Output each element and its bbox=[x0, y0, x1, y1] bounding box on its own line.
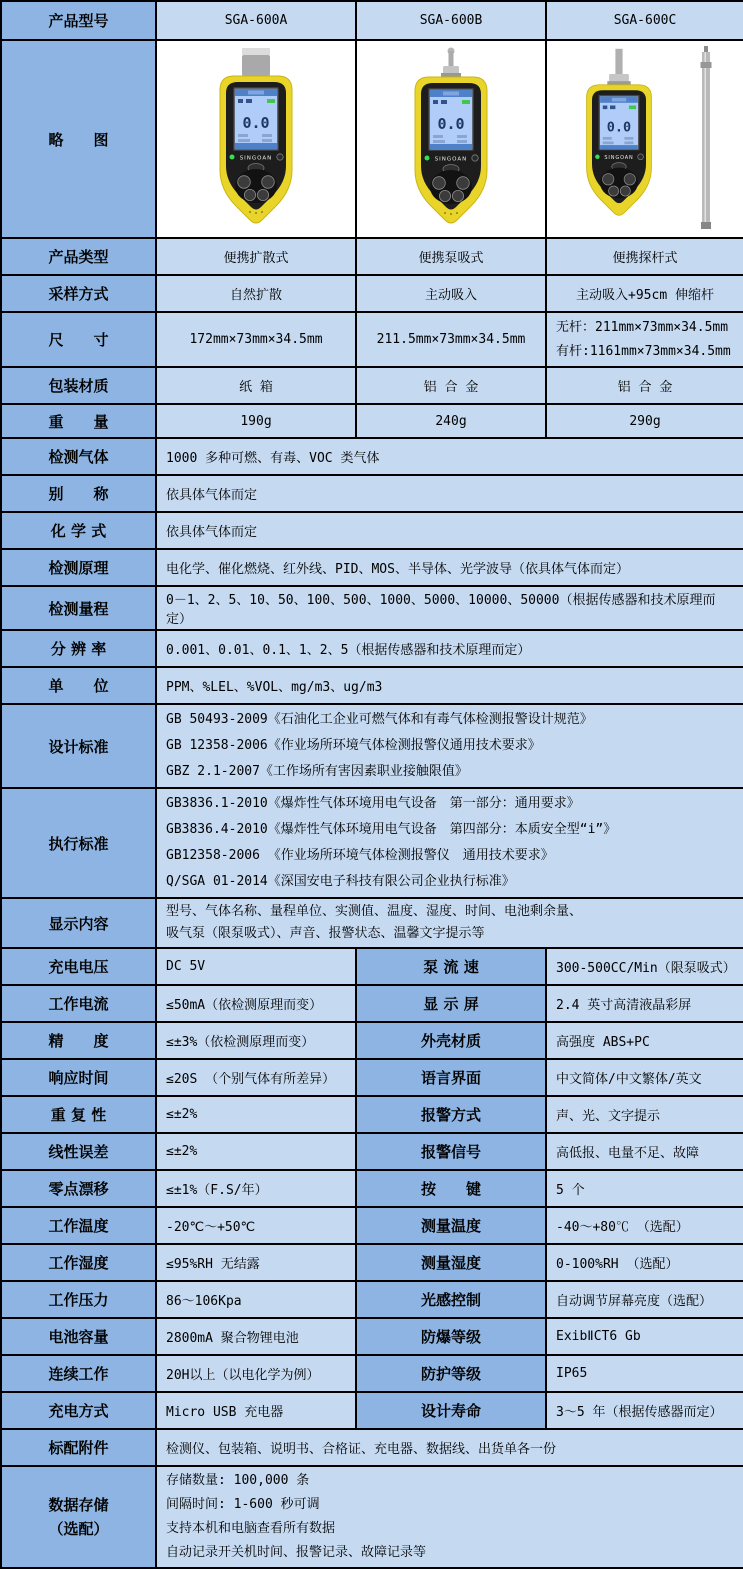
label-pump-flow-rate: 泵 流 速 bbox=[356, 948, 546, 985]
device-illustration-sga-600c bbox=[565, 46, 725, 232]
value-protection-rating: IP65 bbox=[546, 1355, 743, 1392]
value-detection-gas: 1000 多种可燃、有毒、VOC 类气体 bbox=[156, 438, 743, 475]
label-repeatability: 重 复 性 bbox=[1, 1096, 156, 1133]
value-alarm-mode: 声、光、文字提示 bbox=[546, 1096, 743, 1133]
table-row bbox=[1, 1133, 743, 1170]
value-unit: PPM、%LEL、%VOL、mg/m3、ug/m3 bbox=[156, 667, 743, 704]
label-battery-capacity: 电池容量 bbox=[1, 1318, 156, 1355]
power-led bbox=[595, 155, 600, 160]
value-continuous-working: 20H以上（以电化学为例） bbox=[156, 1355, 356, 1392]
value-battery-capacity: 2800mA 聚合物锂电池 bbox=[156, 1318, 356, 1355]
dimensions-c-with-rod: 有杆:1161mm×73mm×34.5mm bbox=[556, 343, 731, 359]
label-light-sensing-control: 光感控制 bbox=[356, 1281, 546, 1318]
value-weight-a: 190g bbox=[156, 404, 356, 438]
table-row bbox=[1, 312, 743, 367]
device-screen bbox=[599, 96, 639, 150]
value-data-storage bbox=[156, 1466, 743, 1568]
value-working-humidity: ≤95%RH 无结露 bbox=[156, 1244, 356, 1281]
label-chemical-formula: 化 学 式 bbox=[1, 512, 156, 549]
value-executive-standard bbox=[156, 788, 743, 898]
value-packaging-a: 纸 箱 bbox=[156, 367, 356, 404]
table-row bbox=[1, 1392, 743, 1429]
label-detection-principle: 检测原理 bbox=[1, 549, 156, 586]
table-row bbox=[1, 1096, 743, 1133]
label-design-life: 设计寿命 bbox=[356, 1392, 546, 1429]
label-alias: 别 称 bbox=[1, 475, 156, 512]
device-screen bbox=[429, 89, 473, 150]
device-screen-value: 0.0 bbox=[437, 115, 465, 133]
label-working-pressure: 工作压力 bbox=[1, 1281, 156, 1318]
device-illustration-sga-600b bbox=[391, 46, 511, 232]
label-zero-drift: 零点漂移 bbox=[1, 1170, 156, 1207]
table-row bbox=[1, 1170, 743, 1207]
executive-standard-line: Q/SGA 01-2014《深国安电子科技有限公司企业执行标准》 bbox=[166, 874, 515, 889]
value-explosion-proof-rating: ExibⅡCT6 Gb bbox=[546, 1318, 743, 1355]
label-design-standard: 设计标准 bbox=[1, 704, 156, 788]
device-brand-label: SINGOAN bbox=[239, 155, 273, 162]
label-dimensions: 尺 寸 bbox=[1, 312, 156, 367]
header-product-model-label: 产品型号 bbox=[1, 1, 156, 40]
label-charging-voltage: 充电电压 bbox=[1, 948, 156, 985]
value-design-life: 3～5 年（根据传感器而定） bbox=[546, 1392, 743, 1429]
battery-icon bbox=[629, 106, 636, 110]
executive-standard-line: GB3836.4-2010《爆炸性气体环境用电气设备 第四部分：本质安全型“i”》 bbox=[166, 822, 617, 837]
value-alias: 依具体气体而定 bbox=[156, 475, 743, 512]
value-display-content bbox=[156, 898, 743, 948]
value-shell-material: 高强度 ABS+PC bbox=[546, 1022, 743, 1059]
label-accuracy: 精 度 bbox=[1, 1022, 156, 1059]
value-product-type-b: 便携泵吸式 bbox=[356, 238, 546, 275]
device-photo-sga-600c bbox=[546, 40, 743, 238]
executive-standard-line: GB12358-2006 《作业场所环境气体检测报警仪 通用技术要求》 bbox=[166, 848, 554, 863]
label-working-current: 工作电流 bbox=[1, 985, 156, 1022]
label-shell-material: 外壳材质 bbox=[356, 1022, 546, 1059]
value-light-sensing-control: 自动调节屏幕亮度（选配） bbox=[546, 1281, 743, 1318]
value-working-temperature: -20℃～+50℃ bbox=[156, 1207, 356, 1244]
label-continuous-working: 连续工作 bbox=[1, 1355, 156, 1392]
label-alarm-signal: 报警信号 bbox=[356, 1133, 546, 1170]
data-storage-line: 间隔时间: 1-600 秒可调 bbox=[166, 1497, 320, 1512]
value-packaging-b: 铝 合 金 bbox=[356, 367, 546, 404]
table-row bbox=[1, 1429, 743, 1466]
device-keypad bbox=[235, 169, 277, 203]
label-display-content: 显示内容 bbox=[1, 898, 156, 948]
device-photo-sga-600b bbox=[356, 40, 546, 238]
battery-icon bbox=[267, 99, 275, 103]
label-accessories: 标配附件 bbox=[1, 1429, 156, 1466]
label-linearity-error: 线性误差 bbox=[1, 1133, 156, 1170]
data-storage-label-line1: 数据存储 bbox=[48, 1496, 109, 1514]
table-row bbox=[1, 367, 743, 404]
display-content-line: 型号、气体名称、量程单位、实测值、温度、湿度、时间、电池剩余量、 bbox=[166, 904, 583, 919]
power-led bbox=[230, 155, 235, 160]
value-accuracy: ≤±3%（依检测原理而变） bbox=[156, 1022, 356, 1059]
table-row bbox=[1, 667, 743, 704]
value-pump-flow-rate: 300-500CC/Min（限泵吸式） bbox=[546, 948, 743, 985]
value-product-type-c: 便携探杆式 bbox=[546, 238, 743, 275]
label-unit: 单 位 bbox=[1, 667, 156, 704]
design-standard-line: GB 50493-2009《石油化工企业可燃气体和有毒气体检测报警设计规范》 bbox=[166, 712, 593, 727]
value-sampling-b: 主动吸入 bbox=[356, 275, 546, 312]
data-storage-label-line2: （选配） bbox=[48, 1520, 109, 1538]
device-keypad bbox=[600, 168, 638, 199]
model-name-sga-600c: SGA-600C bbox=[546, 1, 743, 40]
label-protection-rating: 防护等级 bbox=[356, 1355, 546, 1392]
executive-standard-line: GB3836.1-2010《爆炸性气体环境用电气设备 第一部分：通用要求》 bbox=[166, 796, 580, 811]
table-row bbox=[1, 275, 743, 312]
label-sampling-method: 采样方式 bbox=[1, 275, 156, 312]
value-detection-range: 0－1、2、5、10、50、100、500、1000、5000、10000、50000（根据传感器和技术原理而定） bbox=[156, 586, 743, 630]
data-storage-line: 支持本机和电脑查看所有数据 bbox=[166, 1521, 336, 1536]
label-explosion-proof-rating: 防爆等级 bbox=[356, 1318, 546, 1355]
dimensions-c-without-rod: 无杆：211mm×73mm×34.5mm bbox=[556, 319, 729, 335]
label-resolution: 分 辨 率 bbox=[1, 630, 156, 667]
value-repeatability: ≤±2% bbox=[156, 1096, 356, 1133]
design-standard-line: GB 12358-2006《作业场所环境气体检测报警仪通用技术要求》 bbox=[166, 738, 541, 753]
table-row bbox=[1, 1355, 743, 1392]
table-row bbox=[1, 475, 743, 512]
display-content-line: 吸气泵（限泵吸式）、声音、报警状态、温馨文字提示等 bbox=[166, 926, 485, 941]
value-charging-method: Micro USB 充电器 bbox=[156, 1392, 356, 1429]
table-row bbox=[1, 630, 743, 667]
value-detection-principle: 电化学、催化燃烧、红外线、PID、MOS、半导体、光学波导（依具体气体而定） bbox=[156, 549, 743, 586]
table-row bbox=[1, 1022, 743, 1059]
table-row bbox=[1, 948, 743, 985]
table-row bbox=[1, 1318, 743, 1355]
value-dimensions-c bbox=[546, 312, 743, 367]
table-row bbox=[1, 238, 743, 275]
label-buttons: 按 键 bbox=[356, 1170, 546, 1207]
data-storage-line: 存储数量: 100,000 条 bbox=[166, 1473, 310, 1488]
table-row bbox=[1, 1244, 743, 1281]
device-brand-label: SINGOAN bbox=[434, 156, 468, 163]
table-row bbox=[1, 586, 743, 630]
value-linearity-error: ≤±2% bbox=[156, 1133, 356, 1170]
value-response-time: ≤20S （个别气体有所差异） bbox=[156, 1059, 356, 1096]
value-dimensions-b: 211.5mm×73mm×34.5mm bbox=[356, 312, 546, 367]
value-weight-c: 290g bbox=[546, 404, 743, 438]
table-row bbox=[1, 512, 743, 549]
device-screen bbox=[234, 88, 278, 150]
value-sampling-c: 主动吸入+95cm 伸缩杆 bbox=[546, 275, 743, 312]
label-alarm-mode: 报警方式 bbox=[356, 1096, 546, 1133]
model-name-sga-600b: SGA-600B bbox=[356, 1, 546, 40]
value-display-screen: 2.4 英寸高清液晶彩屏 bbox=[546, 985, 743, 1022]
label-data-storage bbox=[1, 1466, 156, 1568]
value-working-pressure: 86～106Kpa bbox=[156, 1281, 356, 1318]
value-zero-drift: ≤±1%（F.S/年） bbox=[156, 1170, 356, 1207]
value-design-standard bbox=[156, 704, 743, 788]
table-row bbox=[1, 40, 743, 238]
device-screen-value: 0.0 bbox=[242, 114, 270, 132]
value-buttons: 5 个 bbox=[546, 1170, 743, 1207]
label-measuring-temperature: 测量温度 bbox=[356, 1207, 546, 1244]
table-row bbox=[1, 1207, 743, 1244]
table-row bbox=[1, 549, 743, 586]
table-row bbox=[1, 1466, 743, 1568]
device-illustration-sga-600a bbox=[196, 46, 316, 232]
value-accessories: 检测仪、包装箱、说明书、合格证、充电器、数据线、出货单各一份 bbox=[156, 1429, 743, 1466]
value-language-interface: 中文简体/中文繁体/英文 bbox=[546, 1059, 743, 1096]
device-brand-label: SINGOAN bbox=[604, 155, 634, 162]
table-row bbox=[1, 1, 743, 40]
label-executive-standard: 执行标准 bbox=[1, 788, 156, 898]
device-keypad bbox=[430, 170, 472, 204]
table-row bbox=[1, 898, 743, 948]
label-detection-gas: 检测气体 bbox=[1, 438, 156, 475]
power-led bbox=[425, 156, 430, 161]
label-detection-range: 检测量程 bbox=[1, 586, 156, 630]
value-charging-voltage: DC 5V bbox=[156, 948, 356, 985]
table-row bbox=[1, 985, 743, 1022]
table-row bbox=[1, 404, 743, 438]
label-sketch: 略 图 bbox=[1, 40, 156, 238]
value-measuring-temperature: -40～+80℃ （选配） bbox=[546, 1207, 743, 1244]
label-display-screen: 显 示 屏 bbox=[356, 985, 546, 1022]
label-weight: 重 量 bbox=[1, 404, 156, 438]
table-row bbox=[1, 704, 743, 788]
telescopic-probe-rod bbox=[701, 46, 712, 229]
label-response-time: 响应时间 bbox=[1, 1059, 156, 1096]
value-product-type-a: 便携扩散式 bbox=[156, 238, 356, 275]
design-standard-line: GBZ 2.1-2007《工作场所有害因素职业接触限值》 bbox=[166, 764, 468, 779]
label-packaging-material: 包装材质 bbox=[1, 367, 156, 404]
value-resolution: 0.001、0.01、0.1、1、2、5（根据传感器和技术原理而定） bbox=[156, 630, 743, 667]
value-dimensions-a: 172mm×73mm×34.5mm bbox=[156, 312, 356, 367]
table-row bbox=[1, 1059, 743, 1096]
battery-icon bbox=[462, 100, 470, 104]
model-name-sga-600a: SGA-600A bbox=[156, 1, 356, 40]
value-sampling-a: 自然扩散 bbox=[156, 275, 356, 312]
value-weight-b: 240g bbox=[356, 404, 546, 438]
value-alarm-signal: 高低报、电量不足、故障 bbox=[546, 1133, 743, 1170]
label-working-temperature: 工作温度 bbox=[1, 1207, 156, 1244]
label-measuring-humidity: 测量湿度 bbox=[356, 1244, 546, 1281]
label-product-type: 产品类型 bbox=[1, 238, 156, 275]
data-storage-line: 自动记录开关机时间、报警记录、故障记录等 bbox=[166, 1545, 427, 1560]
device-photo-sga-600a bbox=[156, 40, 356, 238]
value-chemical-formula: 依具体气体而定 bbox=[156, 512, 743, 549]
label-charging-method: 充电方式 bbox=[1, 1392, 156, 1429]
table-row bbox=[1, 438, 743, 475]
label-working-humidity: 工作湿度 bbox=[1, 1244, 156, 1281]
label-language-interface: 语言界面 bbox=[356, 1059, 546, 1096]
device-screen-value: 0.0 bbox=[606, 119, 632, 136]
value-packaging-c: 铝 合 金 bbox=[546, 367, 743, 404]
value-measuring-humidity: 0-100%RH （选配） bbox=[546, 1244, 743, 1281]
table-row bbox=[1, 788, 743, 898]
table-row bbox=[1, 1281, 743, 1318]
value-working-current: ≤50mA（依检测原理而变） bbox=[156, 985, 356, 1022]
